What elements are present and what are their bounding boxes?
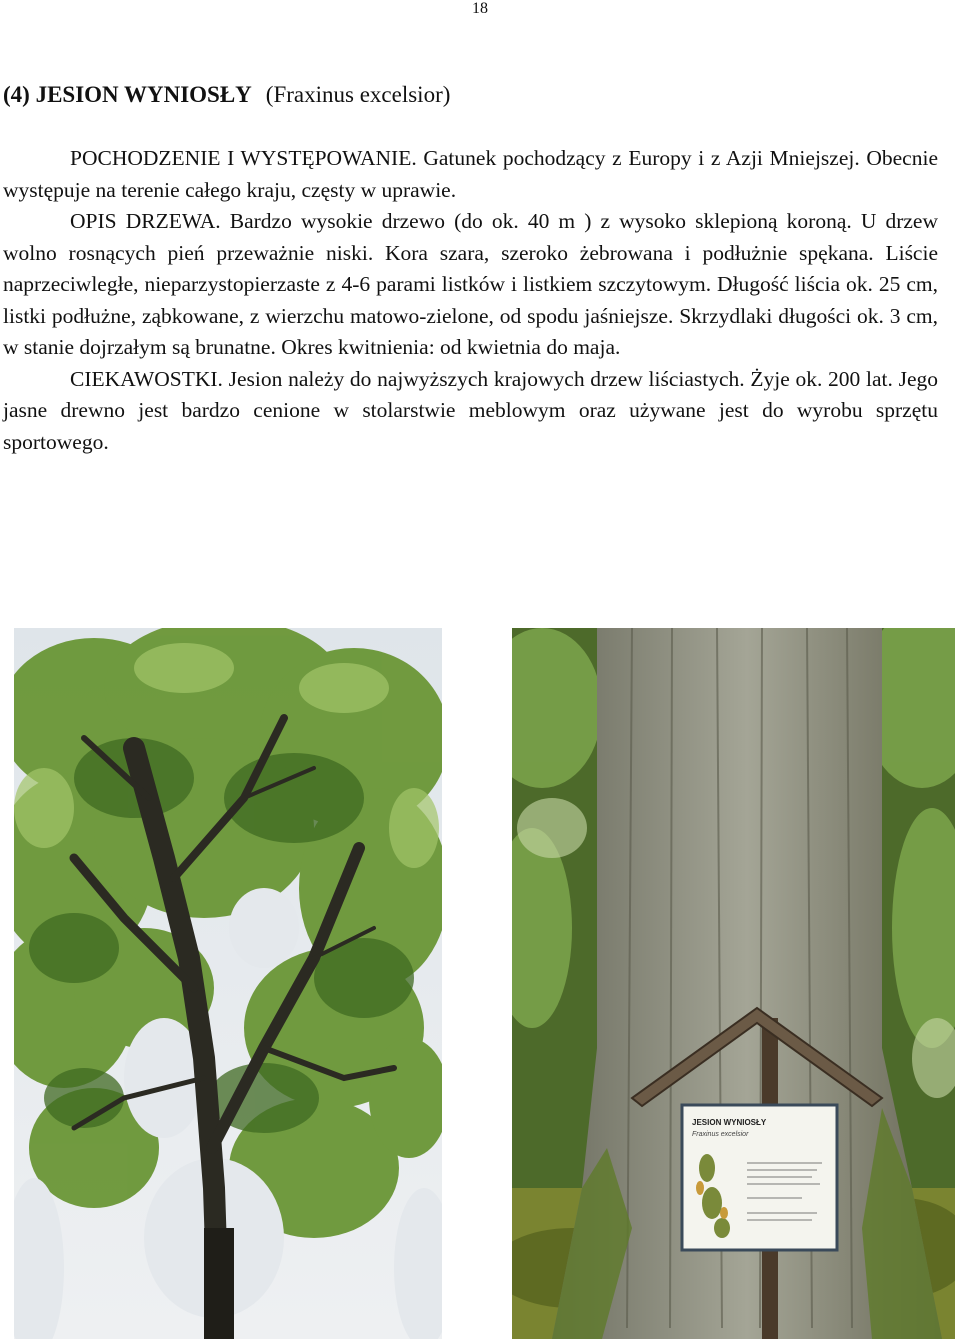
photo-trunk-sign xyxy=(512,628,955,1339)
photo-tree-crown xyxy=(14,628,442,1339)
sign-title: JESION WYNIOSŁY xyxy=(692,1118,767,1127)
tree-crown-illustration xyxy=(14,628,442,1339)
trunk-sign-illustration xyxy=(512,628,955,1339)
title-latin: (Fraxinus excelsior) xyxy=(265,82,451,107)
paragraph-origin: POCHODZENIE I WYSTĘPOWANIE. Gatunek pochodzący z Europy i z Azji Mniejszej. Obecnie występuje na terenie całego kraju, częsty w uprawie. xyxy=(3,146,938,202)
paragraph-trivia: CIEKAWOSTKI. Jesion należy do najwyższych krajowych drzew liściastych. Żyje ok. 200 lat. Jego jasne drewno jest bardzo cenione w stolarstwie meblowym oraz używane jest do wyrobu sprzętu sportowego. xyxy=(3,366,938,454)
page-title xyxy=(3,80,450,110)
article-body xyxy=(3,143,938,458)
page-number: 18 xyxy=(472,0,488,17)
sign-subtitle: Fraxinus excelsior xyxy=(692,1131,749,1138)
title-main: (4) JESION WYNIOSŁY xyxy=(3,82,252,107)
paragraph-description: OPIS DRZEWA. Bardzo wysokie drzewo (do ok. 40 m ) z wysoko sklepioną koroną. U drzew wolno rosnących pień przeważnie niski. Kora szara, szeroko żebrowana i podłużnie spękana. Liście naprzeciwległe, nieparzystopierzaste z 4-6 parami listków i listkiem szczytowym. Długość liścia ok. 25 cm, listki podłużne, ząbkowane, z wierzchu matowo-zielone, od spodu jaśniejsze. Skrzydlaki długości ok. 3 cm, w stanie dojrzałym są brunatne. Okres kwitnienia: od kwietnia do maja. xyxy=(3,209,938,359)
